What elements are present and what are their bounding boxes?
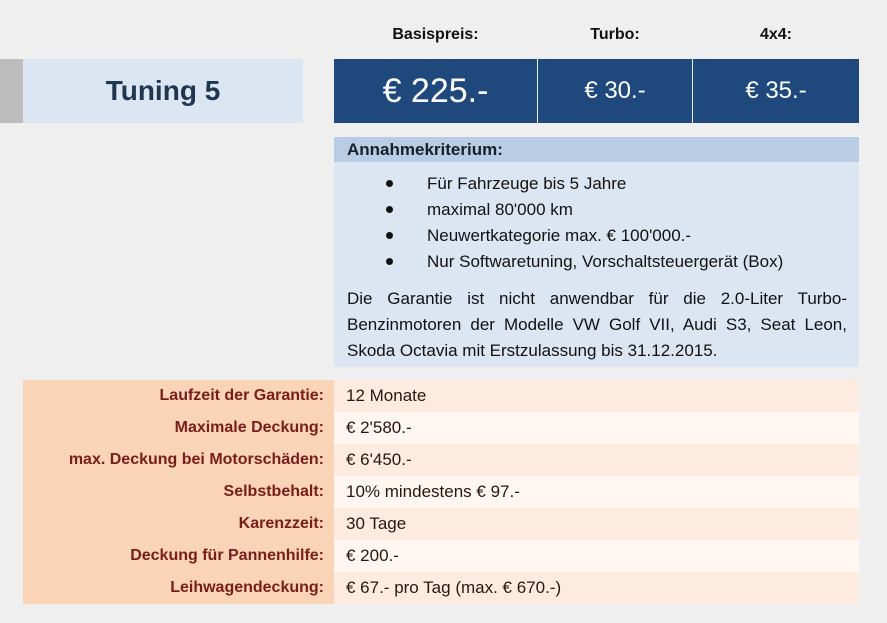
detail-value: 30 Tage: [334, 508, 859, 540]
detail-row-rental-car-coverage: [23, 572, 859, 604]
column-header-turbo: Turbo:: [590, 26, 640, 43]
criteria-item: Nur Softwaretuning, Vorschaltsteuergerät (Box): [334, 249, 783, 275]
detail-label: Laufzeit der Garantie:: [23, 380, 334, 412]
column-header-4x4: 4x4:: [759, 26, 793, 43]
detail-label: max. Deckung bei Motorschäden:: [23, 444, 334, 476]
detail-label: Karenzzeit:: [23, 508, 334, 540]
detail-value: € 6'450.-: [334, 444, 859, 476]
column-header-base-price: Basispreis:: [392, 26, 479, 43]
detail-row-waiting-period: [23, 508, 859, 540]
detail-row-max-coverage: [23, 412, 859, 444]
detail-row-deductible: [23, 476, 859, 508]
detail-value: € 67.- pro Tag (max. € 670.-): [334, 572, 859, 604]
criteria-header: Annahmekriterium:: [334, 137, 859, 162]
criteria-panel: [334, 162, 859, 367]
detail-value: 10% mindestens € 97.-: [334, 476, 859, 508]
detail-row-engine-coverage: [23, 444, 859, 476]
detail-label: Deckung für Pannenhilfe:: [23, 540, 334, 572]
detail-label: Maximale Deckung:: [23, 412, 334, 444]
title-accent-bar: [0, 59, 23, 123]
criteria-item: Neuwertkategorie max. € 100'000.-: [334, 223, 783, 249]
product-title: Tuning 5: [23, 59, 303, 123]
criteria-item: Für Fahrzeuge bis 5 Jahre: [334, 171, 783, 197]
criteria-list: [334, 171, 783, 275]
criteria-note: Die Garantie ist nicht anwendbar für die 2.0-Liter Turbo-Benzinmotoren der Modelle VW Golf VII, Audi S3, Seat Leon, Skoda Octavia mit Erstzulassung bis 31.12.2015.: [347, 289, 847, 360]
bullet-icon: [386, 206, 393, 213]
awd-price: € 35.-: [693, 59, 859, 123]
bullet-icon: [386, 180, 393, 187]
detail-row-warranty-period: [23, 380, 859, 412]
detail-label: Selbstbehalt:: [23, 476, 334, 508]
detail-value: 12 Monate: [334, 380, 859, 412]
turbo-price: € 30.-: [538, 59, 692, 123]
bullet-icon: [386, 232, 393, 239]
bullet-icon: [386, 258, 393, 265]
criteria-item: maximal 80'000 km: [334, 197, 783, 223]
detail-label: Leihwagendeckung:: [23, 572, 334, 604]
base-price: € 225.-: [334, 59, 537, 123]
detail-value: € 200.-: [334, 540, 859, 572]
detail-row-breakdown-coverage: [23, 540, 859, 572]
detail-value: € 2'580.-: [334, 412, 859, 444]
